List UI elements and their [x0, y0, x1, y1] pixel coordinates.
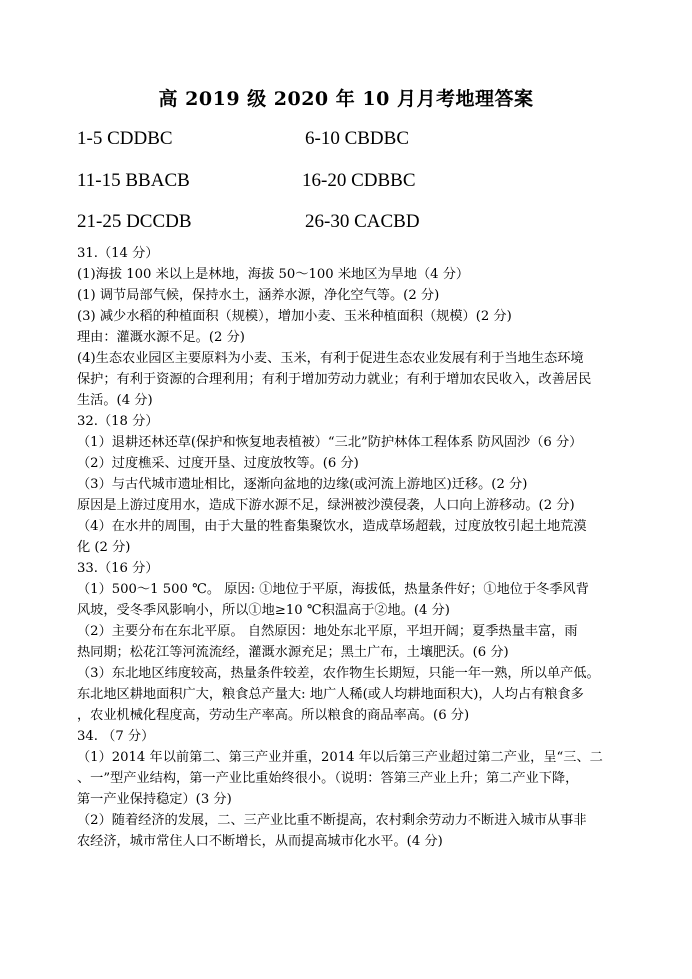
answer-right: 16-20 CDBBC [302, 170, 416, 191]
answer-row-1 [0, 128, 692, 156]
answer-row-2 [0, 170, 692, 198]
text-line: （4）在水井的周围，由于大量的牲畜集聚饮水，造成草场超载，过度放牧引起土地荒漠 [77, 519, 587, 534]
text-line: 保护；有利于资源的合理利用；有利于增加劳动力就业；有利于增加农民收入，改善居民 [77, 372, 592, 387]
page-title: 高 2019 级 2020 年 10 月月考地理答案 [158, 88, 534, 110]
text-line: 34. （7 分） [77, 729, 155, 744]
text-line: 生活。(4 分) [77, 393, 153, 408]
answer-row-3 [0, 211, 692, 239]
text-line: 31.（14 分） [77, 246, 159, 261]
text-line: （3）与古代城市遗址相比，逐渐向盆地的边缘(或河流上游地区)迁移。(2 分) [77, 477, 528, 492]
text-line: （3）东北地区纬度较高，热量条件较差，农作物生长期短，只能一年一熟，所以单产低。 [77, 666, 600, 681]
text-line: (1)海拔 100 米以上是林地，海拔 50～100 米地区为旱地（4 分） [77, 267, 470, 282]
text-line: (4)生态农业园区主要原料为小麦、玉米，有利于促进生态农业发展有利于当地生态环境 [77, 351, 584, 366]
text-line: 32.（18 分） [77, 414, 159, 429]
text-line: 风坡，受冬季风影响小，所以①地≥10 ℃积温高于②地。(4 分) [77, 603, 450, 618]
answer-left: 21-25 DCCDB [77, 211, 192, 232]
text-line: ，农业机械化程度高，劳动生产率高。所以粮食的商品率高。(6 分) [77, 708, 470, 723]
text-line: （2）过度樵采、过度开垦、过度放牧等。(6 分) [77, 456, 359, 471]
answer-left: 11-15 BBACB [77, 170, 190, 191]
answer-right: 26-30 CACBD [305, 211, 420, 232]
text-line: 原因是上游过度用水，造成下游水源不足，绿洲被沙漠侵袭，人口向上游移动。(2 分) [77, 498, 575, 513]
text-line: （2）主要分布在东北平原。 自然原因：地处东北平原，平坦开阔；夏季热量丰富，雨 [77, 624, 578, 639]
text-line: （2）随着经济的发展，二、三产业比重不断提高，农村剩余劳动力不断进入城市从事非 [77, 813, 587, 828]
answer-right: 6-10 CBDBC [305, 128, 409, 149]
text-line: 化 (2 分) [77, 540, 131, 555]
text-line: (1) 调节局部气候，保持水土，涵养水源，净化空气等。(2 分) [77, 288, 440, 303]
text-line: （1）2014 年以前第二、第三产业并重，2014 年以后第三产业超过第二产业，呈“三、二 [77, 750, 603, 765]
text-line: （1）500～1 500 ℃。 原因: ①地位于平原，海拔低，热量条件好；①地位于冬季风背 [77, 582, 589, 597]
text-line: (3) 减少水稻的种植面积（规模），增加小麦、玉米种植面积（规模）(2 分) [77, 309, 512, 324]
text-line: 东北地区耕地面积广大，粮食总产量大: 地广人稀(或人均耕地面积大)，人均占有粮食多 [77, 687, 584, 702]
answer-left: 1-5 CDDBC [77, 128, 173, 149]
text-line: 热同期；松花江等河流流经，灌溉水源充足；黑土广布，土壤肥沃。(6 分) [77, 645, 509, 660]
text-line: 33.（16 分） [77, 561, 159, 576]
text-line: （1）退耕还林还草(保护和恢复地表植被）“三北”防护林体工程体系 防风固沙（6 分） [77, 435, 583, 450]
text-line: 第一产业保持稳定）(3 分) [77, 792, 232, 807]
text-line: 、一”型产业结构，第一产业比重始终很小。（说明：答第三产业上升；第二产业下降， [77, 771, 579, 786]
text-line: 理由：灌溉水源不足。(2 分) [77, 330, 245, 345]
text-line: 农经济，城市常住人口不断增长，从而提高城市化水平。(4 分) [77, 834, 443, 849]
